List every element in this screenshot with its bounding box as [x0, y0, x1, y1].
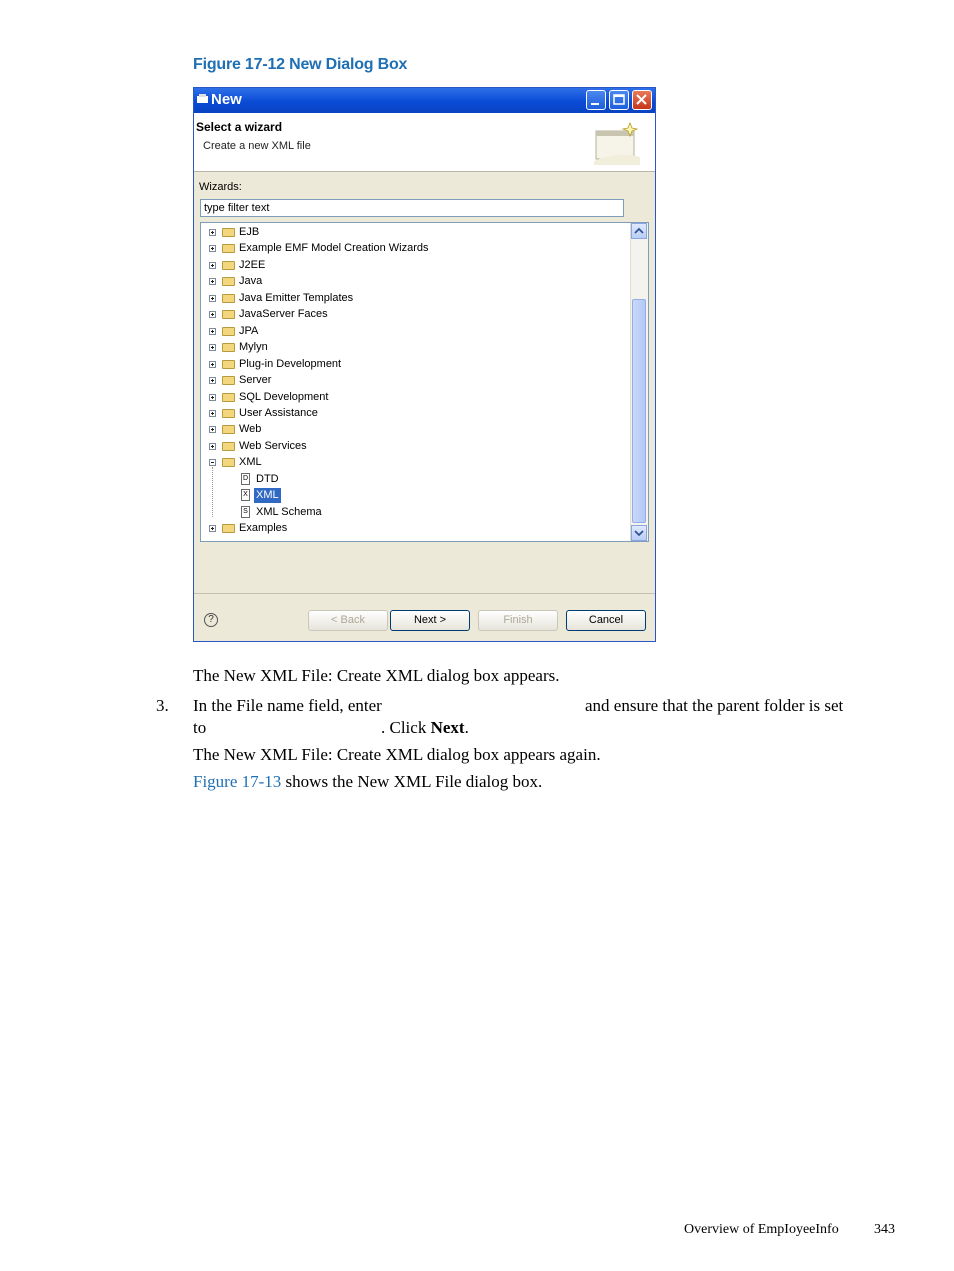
tree-item-label: XML Schema	[256, 505, 322, 518]
tree-item-label: Server	[239, 374, 272, 387]
next-button[interactable]: Next >	[390, 610, 470, 631]
expand-icon[interactable]	[209, 426, 216, 433]
folder-icon	[222, 409, 235, 418]
tree-folder-item[interactable]	[201, 291, 621, 306]
scroll-down-button[interactable]	[631, 525, 647, 541]
footer-section: Overview of EmpIoyeeInfo	[684, 1222, 839, 1237]
tree-item-label: DTD	[256, 472, 279, 485]
expand-icon[interactable]	[209, 328, 216, 335]
expand-icon[interactable]	[209, 344, 216, 351]
expand-icon[interactable]	[209, 525, 216, 532]
paragraph-dialog-appears: The New XML File: Create XML dialog box appears.	[193, 666, 560, 685]
page-number: 343	[874, 1222, 895, 1237]
tree-item-label: SQL Development	[239, 390, 329, 403]
paragraph-figure-ref	[193, 771, 542, 793]
file-icon: S	[241, 506, 250, 518]
tree-folder-item[interactable]	[201, 439, 621, 454]
folder-icon	[222, 277, 235, 286]
tree-file-item[interactable]	[201, 472, 621, 487]
tree-folder-item[interactable]	[201, 258, 621, 273]
banner-title: Select a wizard	[196, 120, 283, 134]
folder-icon	[222, 228, 235, 237]
tree-item-label: Example EMF Model Creation Wizards	[239, 242, 429, 255]
folder-icon	[222, 425, 235, 434]
finish-button[interactable]: Finish	[478, 610, 558, 631]
expand-icon[interactable]	[209, 311, 216, 318]
folder-icon	[222, 343, 235, 352]
app-icon	[197, 94, 209, 104]
expand-icon[interactable]	[209, 394, 216, 401]
figure-link[interactable]: Figure 17-13	[193, 772, 282, 791]
tree-item-label: JavaServer Faces	[239, 308, 328, 321]
expand-icon[interactable]	[209, 410, 216, 417]
expand-icon[interactable]	[209, 295, 216, 302]
tree-item-label: Java	[239, 275, 263, 288]
folder-icon	[222, 310, 235, 319]
scroll-up-button[interactable]	[631, 223, 647, 239]
step-text-part1: In the File name field, enter	[193, 696, 382, 715]
chevron-up-icon	[632, 224, 646, 238]
tree-folder-item[interactable]	[201, 455, 621, 470]
tree-file-item[interactable]	[201, 505, 621, 520]
tree-folder-item[interactable]	[201, 241, 621, 256]
step-period: .	[464, 718, 469, 737]
folder-icon	[222, 458, 235, 467]
step-number: 3.	[156, 696, 169, 715]
tree-item-label: Mylyn	[239, 341, 268, 354]
tree-folder-item[interactable]	[201, 406, 621, 421]
folder-icon	[222, 327, 235, 336]
tree-folder-item[interactable]	[201, 307, 621, 322]
tree-item-label: JPA	[239, 324, 259, 337]
tree-item-label: Plug-in Development	[239, 357, 342, 370]
wizards-label: Wizards:	[199, 181, 242, 193]
step-text-part2: and ensure that the parent folder is set	[585, 696, 844, 715]
folder-icon	[222, 442, 235, 451]
button-bar-separator	[194, 593, 655, 594]
folder-icon	[222, 360, 235, 369]
file-icon: X	[241, 489, 250, 501]
tree-item-label: XML	[256, 489, 279, 502]
minimize-icon	[587, 91, 605, 109]
expand-icon[interactable]	[209, 278, 216, 285]
minimize-button[interactable]	[586, 90, 606, 110]
tree-folder-item[interactable]	[201, 357, 621, 372]
tree-item-label: Examples	[239, 522, 288, 535]
folder-icon	[222, 261, 235, 270]
expand-icon[interactable]	[209, 361, 216, 368]
expand-icon[interactable]	[209, 262, 216, 269]
step-text-part4	[381, 717, 469, 739]
tree-folder-item[interactable]	[201, 373, 621, 388]
tree-file-item[interactable]	[201, 488, 621, 503]
tree-folder-item[interactable]	[201, 422, 621, 437]
tree-folder-item[interactable]	[201, 390, 621, 405]
tree-folder-item[interactable]	[201, 324, 621, 339]
figure-caption: Figure 17-12 New Dialog Box	[193, 56, 408, 73]
tree-item-label: Web Services	[239, 439, 307, 452]
wizard-tree	[200, 222, 649, 542]
tree-item-label: Java Emitter Templates	[239, 291, 354, 304]
expand-icon[interactable]	[209, 443, 216, 450]
step-text-part3: to	[193, 718, 207, 737]
dialog-title: New	[211, 91, 242, 108]
tree-folder-item[interactable]	[201, 521, 621, 536]
expand-icon[interactable]	[209, 245, 216, 252]
figure-ref-rest: shows the New XML File dialog box.	[281, 772, 543, 791]
vertical-scrollbar[interactable]	[630, 223, 648, 541]
new-wizard-icon	[594, 121, 642, 165]
tree-item-label: J2EE	[239, 258, 266, 271]
expand-icon[interactable]	[209, 377, 216, 384]
tree-folder-item[interactable]	[201, 340, 621, 355]
step-click-text: . Click	[381, 718, 431, 737]
step-next-bold: Next	[430, 718, 465, 737]
tree-item-label: XML	[239, 456, 262, 469]
help-icon[interactable]: ?	[204, 613, 218, 627]
chevron-down-icon	[632, 526, 646, 540]
wizard-banner	[194, 113, 655, 172]
filter-input[interactable]: type filter text	[200, 199, 624, 217]
close-icon	[633, 91, 651, 109]
expand-icon[interactable]	[209, 229, 216, 236]
new-dialog	[193, 87, 656, 642]
tree-item-label: User Assistance	[239, 406, 318, 419]
tree-folder-item[interactable]	[201, 225, 621, 240]
file-icon: D	[241, 473, 250, 485]
tree-connector-line	[212, 467, 213, 516]
folder-icon	[222, 244, 235, 253]
folder-icon	[222, 294, 235, 303]
maximize-button[interactable]	[609, 90, 629, 110]
scroll-thumb[interactable]	[632, 299, 646, 523]
tree-item-label: Web	[239, 423, 262, 436]
close-button[interactable]	[632, 90, 652, 110]
tree-folder-item[interactable]	[201, 274, 621, 289]
paragraph-dialog-appears-again: The New XML File: Create XML dialog box appears again.	[193, 745, 601, 764]
tree-item-label: EJB	[239, 226, 260, 238]
folder-icon	[222, 393, 235, 402]
maximize-icon	[610, 91, 628, 109]
title-bar	[194, 88, 655, 113]
collapse-icon[interactable]	[209, 459, 216, 466]
back-button[interactable]: < Back	[308, 610, 388, 631]
folder-icon	[222, 524, 235, 533]
cancel-button[interactable]: Cancel	[566, 610, 646, 631]
banner-subtitle: Create a new XML file	[203, 140, 311, 152]
folder-icon	[222, 376, 235, 385]
